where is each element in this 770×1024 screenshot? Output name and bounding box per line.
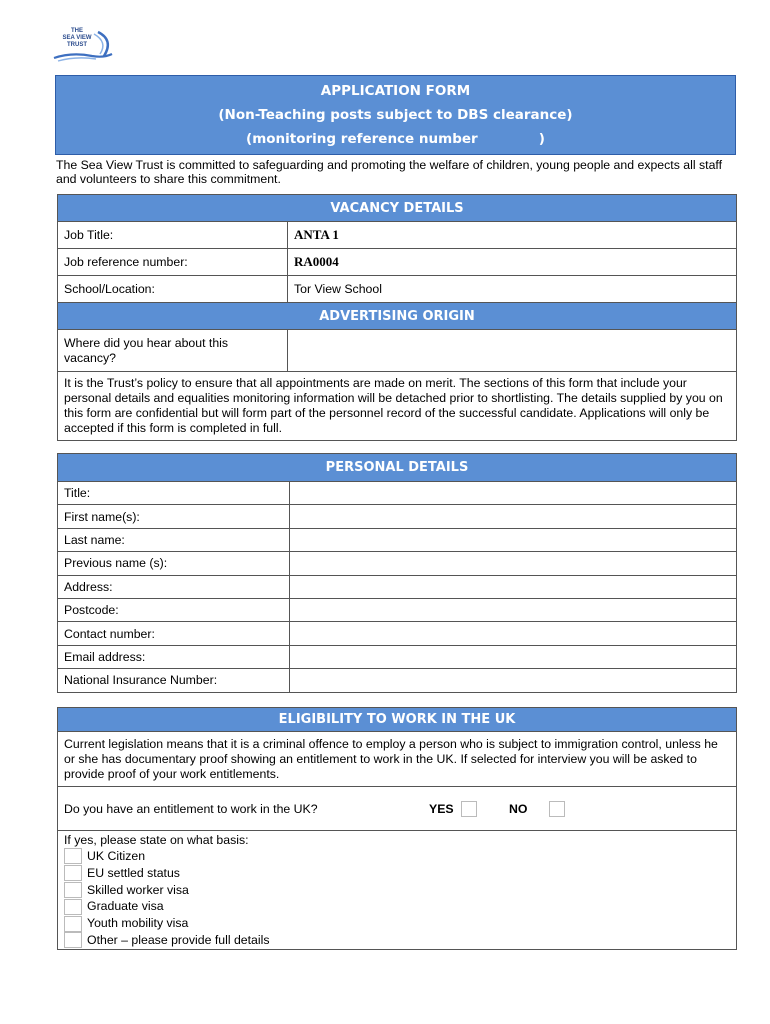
field-label: Email address:: [58, 645, 290, 668]
table-row: [58, 622, 737, 645]
basis-cell: [58, 831, 737, 950]
logo-line2: SEA VIEW: [62, 35, 92, 41]
field-label: National Insurance Number:: [58, 669, 290, 692]
job-ref-label: Job reference number:: [58, 249, 288, 276]
list-item: [64, 882, 730, 899]
basis-label: Skilled worker visa: [87, 882, 189, 897]
address-field[interactable]: [290, 575, 737, 598]
field-label: Contact number:: [58, 622, 290, 645]
basis-label: Other – please provide full details: [87, 932, 270, 947]
personal-section-title: PERSONAL DETAILS: [58, 454, 737, 482]
youth-mobility-checkbox[interactable]: [64, 916, 82, 932]
last-name-field[interactable]: [290, 528, 737, 551]
table-row: [58, 669, 737, 692]
policy-text: It is the Trust’s policy to ensure that all appointments are made on merit. The sections of this form that include your personal details and equalities monitoring information will be detached prior to shortlisting. The details supplied by you on this form are confidential but will form part of the personnel record of the successful candidate. Applications will only be accepted if this form is completed in full.: [58, 372, 737, 441]
job-ref-value[interactable]: RA0004: [288, 249, 737, 276]
table-row: [58, 598, 737, 621]
basis-label: Youth mobility visa: [87, 916, 189, 931]
intro-statement: The Sea View Trust is committed to safeguarding and promoting the welfare of children, young people and expects all staff and volunteers to share this commitment.: [56, 158, 723, 186]
email-field[interactable]: [290, 645, 737, 668]
field-label: Title:: [58, 482, 290, 505]
job-title-value[interactable]: ANTA 1: [288, 222, 737, 249]
logo-line3: TRUST: [67, 42, 87, 48]
vacancy-section-title: VACANCY DETAILS: [58, 195, 737, 222]
list-item: [64, 848, 730, 865]
skilled-worker-checkbox[interactable]: [64, 882, 82, 898]
table-row: [58, 528, 737, 551]
basis-label: UK Citizen: [87, 849, 146, 863]
personal-details-table: [57, 453, 737, 693]
first-name-field[interactable]: [290, 505, 737, 528]
field-label: Postcode:: [58, 598, 290, 621]
basis-label: EU settled status: [87, 865, 180, 880]
job-title-label: Job Title:: [58, 222, 288, 249]
basis-label: Graduate visa: [87, 899, 164, 914]
eligibility-text: Current legislation means that it is a criminal offence to employ a person who is subject to immigration control, unless he or she has documentary proof showing an entitlement to work in the UK. If selected for interview you will be asked to provide proof of your work entitlements.: [58, 732, 737, 787]
logo-line1: THE: [71, 28, 83, 34]
vacancy-table: [57, 194, 737, 441]
postcode-field[interactable]: [290, 598, 737, 621]
entitlement-question: Do you have an entitlement to work in the UK?: [64, 801, 318, 816]
yes-label: YES: [429, 801, 454, 816]
previous-name-field[interactable]: [290, 552, 737, 575]
school-label: School/Location:: [58, 276, 288, 303]
list-item: [64, 898, 730, 915]
field-label: Last name:: [58, 528, 290, 551]
yes-checkbox[interactable]: [461, 801, 477, 817]
field-label: First name(s):: [58, 505, 290, 528]
no-checkbox[interactable]: [549, 801, 565, 817]
ni-number-field[interactable]: [290, 669, 737, 692]
table-row: [58, 645, 737, 668]
list-item: [64, 932, 730, 949]
contact-number-field[interactable]: [290, 622, 737, 645]
basis-prompt: If yes, please state on what basis:: [64, 833, 249, 847]
table-row: [58, 505, 737, 528]
no-label: NO: [509, 801, 528, 816]
other-basis-checkbox[interactable]: [64, 932, 82, 948]
title-field[interactable]: [290, 482, 737, 505]
advertising-question: Where did you hear about this vacancy?: [58, 330, 288, 372]
form-header: [55, 75, 736, 155]
field-label: Address:: [58, 575, 290, 598]
header-title: APPLICATION FORM: [320, 83, 471, 99]
trust-logo: [52, 26, 114, 64]
eligibility-section-title: ELIGIBILITY TO WORK IN THE UK: [58, 708, 737, 732]
advertising-answer-field[interactable]: [288, 330, 737, 372]
list-item: [64, 915, 730, 932]
header-subtitle: (Non-Teaching posts subject to DBS clearance): [218, 107, 573, 123]
eu-settled-checkbox[interactable]: [64, 865, 82, 881]
field-label: Previous name (s):: [58, 552, 290, 575]
advertising-section-title: ADVERTISING ORIGIN: [58, 303, 737, 330]
entitlement-question-row: [58, 787, 737, 831]
table-row: [58, 575, 737, 598]
header-monitoring-ref: (monitoring reference number ): [246, 131, 545, 147]
eligibility-table: [57, 707, 737, 950]
list-item: [64, 865, 730, 882]
table-row: [58, 482, 737, 505]
graduate-visa-checkbox[interactable]: [64, 899, 82, 915]
table-row: [58, 552, 737, 575]
school-value[interactable]: Tor View School: [288, 276, 737, 303]
uk-citizen-checkbox[interactable]: [64, 848, 82, 864]
